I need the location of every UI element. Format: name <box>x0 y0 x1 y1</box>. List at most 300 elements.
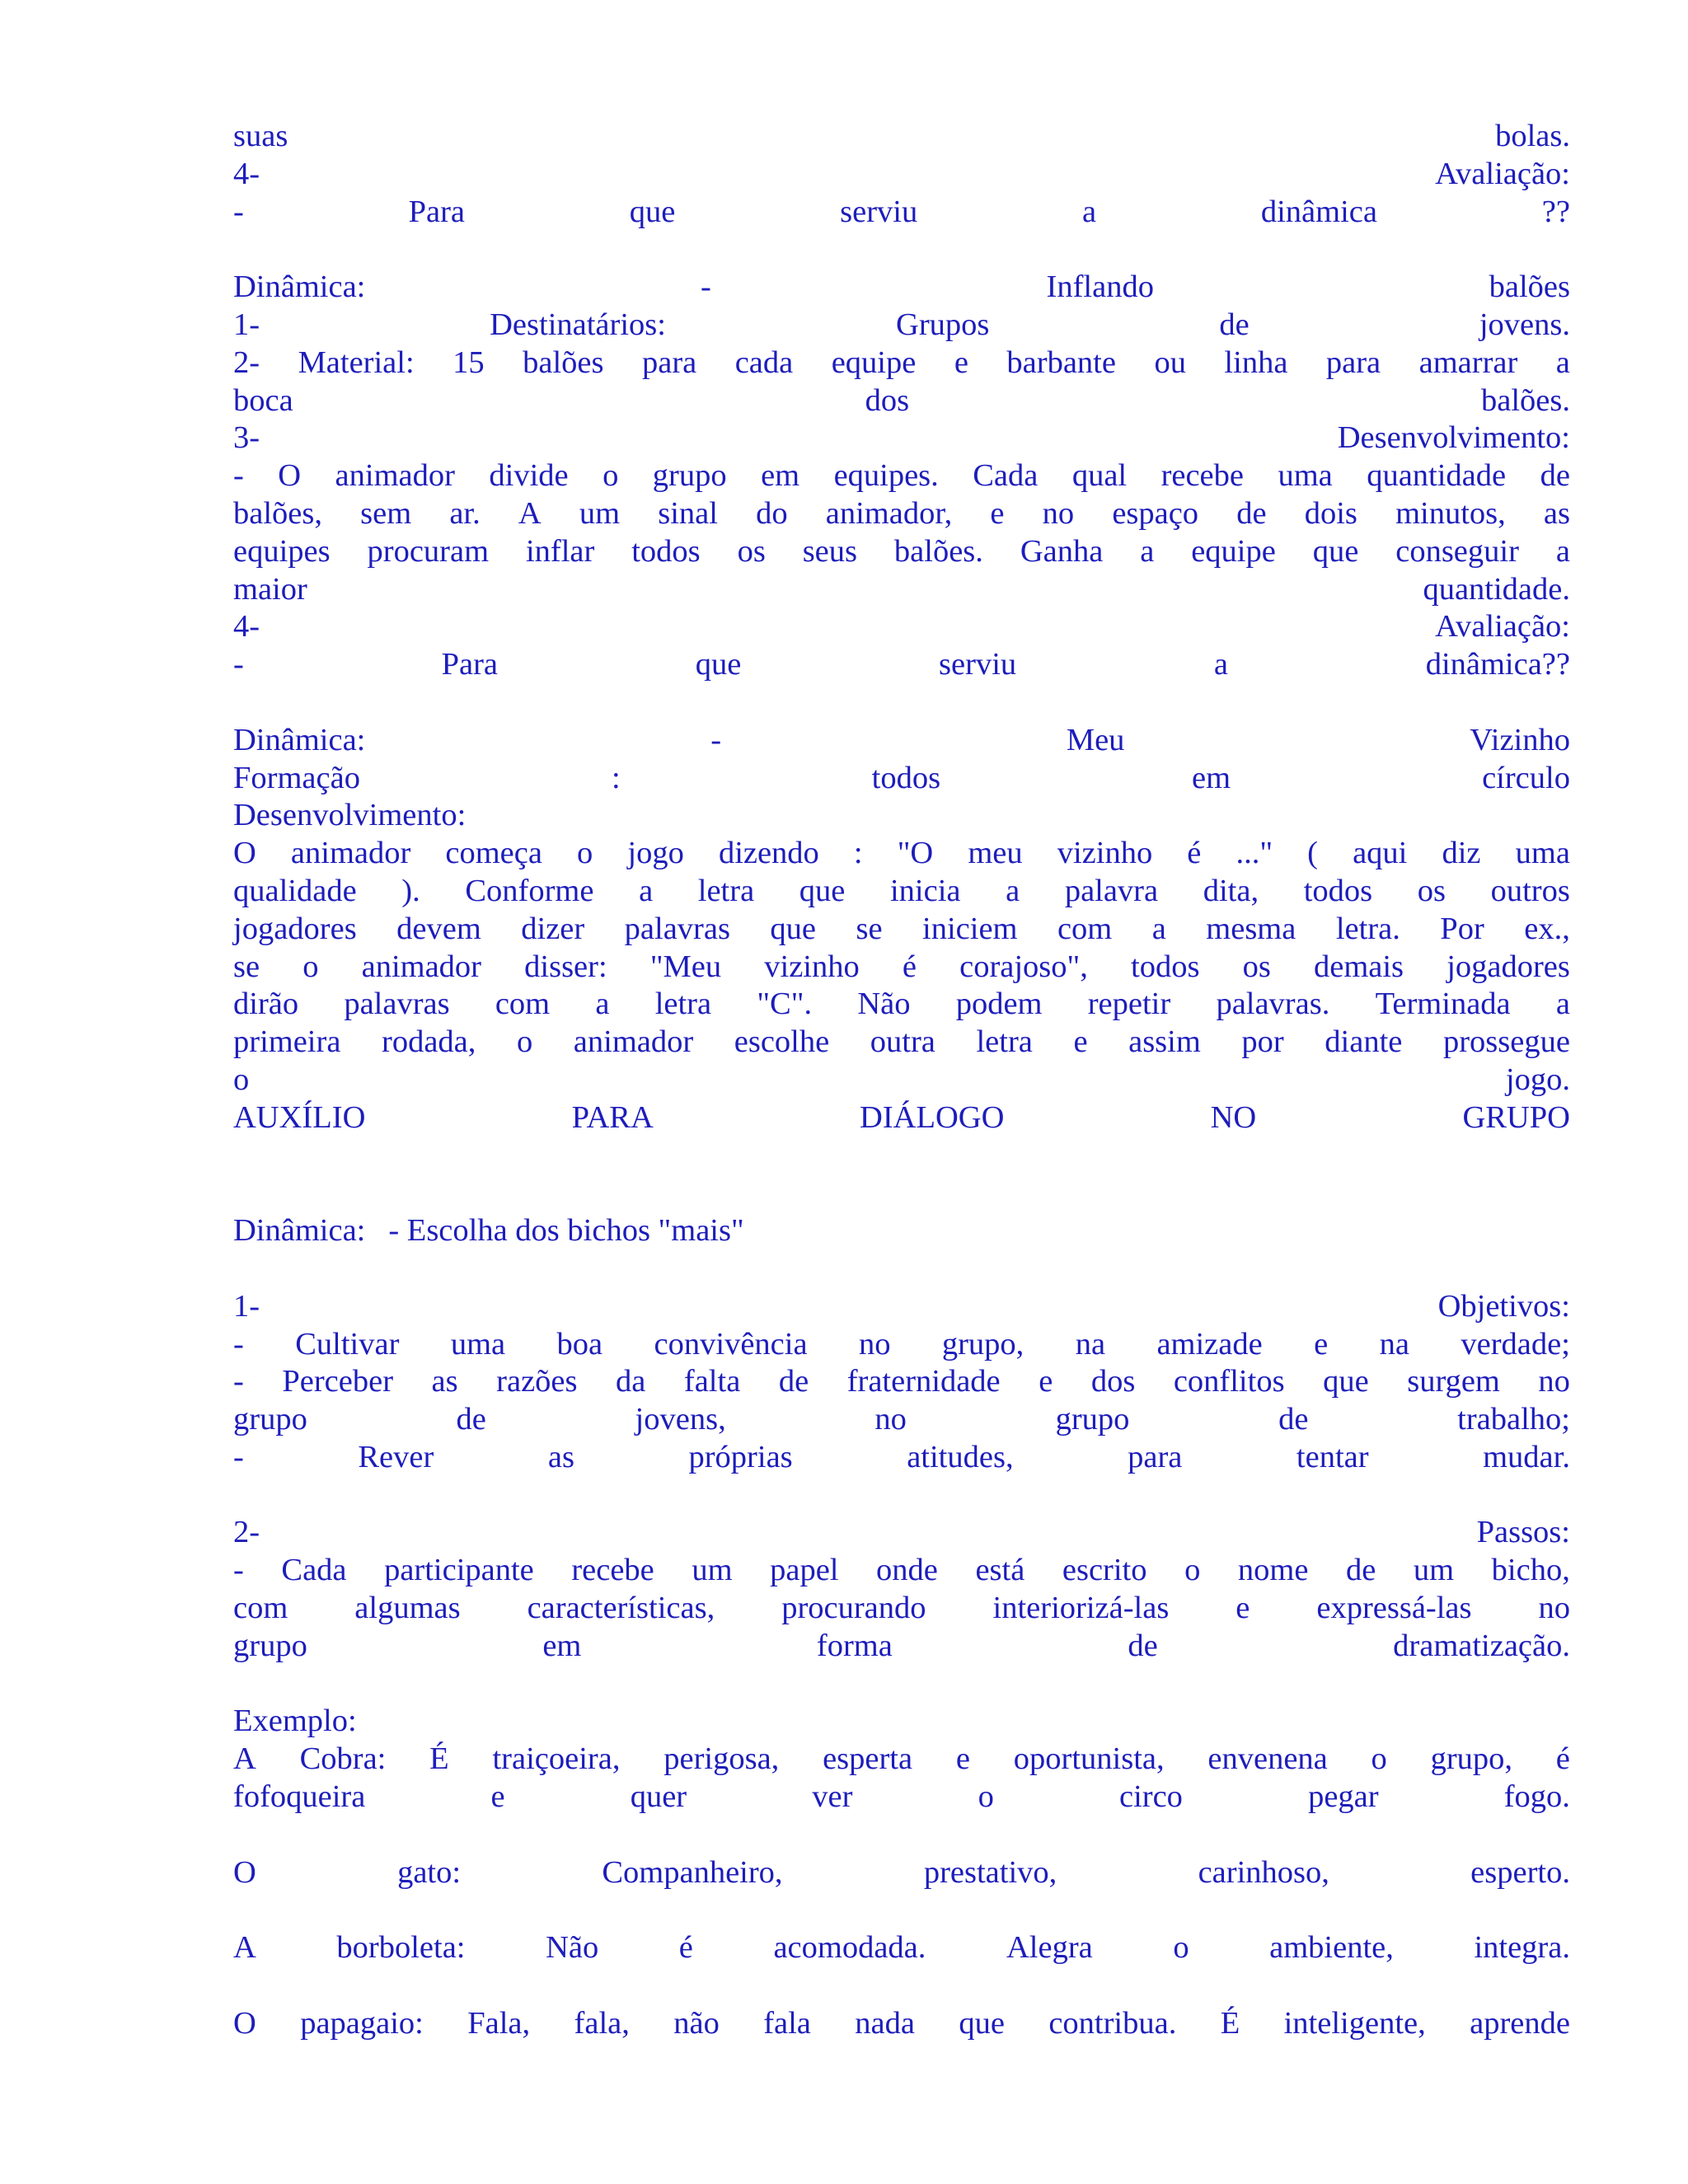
word: Para <box>441 647 498 682</box>
word: todos <box>871 760 941 795</box>
text-line <box>233 571 1570 609</box>
word: ex., <box>1524 911 1570 946</box>
word: papagaio: <box>300 2005 424 2041</box>
word: na <box>1379 1326 1409 1361</box>
word: repetir <box>1087 987 1171 1022</box>
word: dos <box>1090 1364 1136 1399</box>
word: trabalho; <box>1457 1402 1570 1437</box>
word: cada <box>734 344 794 380</box>
word: jovens. <box>1479 307 1570 342</box>
word: papel <box>770 1553 839 1588</box>
word: de <box>1278 1402 1309 1437</box>
blank-line <box>233 1250 1570 1288</box>
word: diz <box>1442 836 1481 871</box>
word: de <box>1128 1628 1158 1663</box>
word: - <box>710 722 722 757</box>
word: Dinâmica: <box>233 269 366 305</box>
word: 1- <box>233 307 260 342</box>
word: contribua. <box>1048 2005 1177 2041</box>
word: prossegue <box>1442 1024 1570 1060</box>
text-line <box>233 1024 1570 1062</box>
word: ?? <box>1541 194 1570 229</box>
word: o <box>233 1062 250 1097</box>
word: Cobra: <box>299 1741 387 1777</box>
word: e <box>1039 1364 1053 1399</box>
word: PARA <box>571 1099 654 1135</box>
word: equipes <box>233 533 331 569</box>
word: AUXÍLIO <box>233 1099 366 1135</box>
word: um <box>692 1553 733 1588</box>
text-line <box>233 1401 1570 1439</box>
word: Ganha <box>1020 533 1104 569</box>
text-line <box>233 1703 1570 1741</box>
word: qualidade <box>233 873 357 908</box>
word: que <box>695 647 742 682</box>
word: envenena <box>1207 1741 1328 1777</box>
word: no <box>1538 1591 1570 1626</box>
text-line <box>233 722 1570 760</box>
word: que <box>629 194 676 229</box>
word: fala, <box>574 2005 630 2041</box>
word: letra <box>976 1024 1033 1060</box>
word: amizade <box>1156 1326 1263 1361</box>
word: vizinho <box>764 949 860 984</box>
word: forma <box>816 1628 893 1663</box>
text-line <box>233 1099 1570 1137</box>
word: se <box>233 949 260 984</box>
word: grupo, <box>1430 1741 1513 1777</box>
word: : <box>853 836 863 871</box>
word: verdade; <box>1461 1326 1570 1361</box>
word: em <box>542 1628 582 1663</box>
text-line <box>233 269 1570 307</box>
blank-line <box>233 1137 1570 1175</box>
word: 4- <box>233 609 260 644</box>
word: maior <box>233 571 307 607</box>
word: amarrar <box>1418 344 1518 380</box>
word: 2- <box>233 344 260 380</box>
text-line <box>233 495 1570 533</box>
word: ou <box>1154 344 1186 380</box>
word: conflitos <box>1173 1364 1285 1399</box>
word: ambiente, <box>1269 1930 1394 1966</box>
word: Passos: <box>1476 1515 1570 1550</box>
word: "C". <box>757 987 813 1022</box>
blank-line <box>233 1174 1570 1212</box>
word: fraternidade <box>846 1364 1001 1399</box>
word: jogadores <box>1447 949 1570 984</box>
word: o <box>1173 1930 1189 1966</box>
blank-line <box>233 1666 1570 1704</box>
word: oportunista, <box>1013 1741 1165 1777</box>
word: a <box>1555 344 1570 380</box>
word: Fala, <box>467 2005 531 2041</box>
word: a <box>1140 533 1155 569</box>
text-line <box>233 2005 1570 2043</box>
word: iniciem <box>922 911 1018 946</box>
blank-line <box>233 1891 1570 1929</box>
word: - <box>233 1364 244 1399</box>
word: outra <box>870 1024 935 1060</box>
word: Cultivar <box>295 1326 400 1361</box>
word: o <box>1184 1553 1201 1588</box>
word: Cada <box>973 458 1039 494</box>
blank-line <box>233 1816 1570 1854</box>
word: que <box>959 2005 1005 2041</box>
word: dizer <box>521 911 585 946</box>
word: Não <box>857 987 911 1022</box>
text-line <box>233 457 1570 495</box>
word: que <box>770 911 816 946</box>
word: O <box>233 836 256 871</box>
text-line <box>233 194 1570 232</box>
text-line <box>233 760 1570 798</box>
word: animador <box>290 836 411 871</box>
word: bicho, <box>1491 1553 1570 1588</box>
word: fogo. <box>1503 1779 1570 1815</box>
word: letra <box>697 873 755 908</box>
word: 15 <box>452 344 485 380</box>
word: integra. <box>1474 1930 1570 1966</box>
word: Por <box>1440 911 1484 946</box>
word: - <box>233 194 244 229</box>
word: balões <box>1489 269 1570 305</box>
word: palavra <box>1064 873 1159 908</box>
word: Dinâmica: <box>233 722 366 757</box>
word: surgem <box>1407 1364 1500 1399</box>
word: os <box>737 533 766 569</box>
word: dizendo <box>718 836 819 871</box>
word: É <box>429 1741 449 1777</box>
word: não <box>673 2005 720 2041</box>
word: Formação <box>233 760 360 795</box>
word: para <box>1325 344 1381 380</box>
word: animador <box>335 458 455 494</box>
word: equipe <box>831 344 917 380</box>
word: na <box>1075 1326 1106 1361</box>
word: convivência <box>654 1326 808 1361</box>
word: O <box>233 2005 256 2041</box>
word: todos <box>1131 949 1200 984</box>
word: GRUPO <box>1462 1099 1570 1135</box>
text-line <box>233 646 1570 684</box>
word: Avaliação: <box>1435 609 1570 644</box>
text-line <box>233 419 1570 457</box>
word: balões <box>523 344 604 380</box>
text-line <box>233 1439 1570 1477</box>
word: aprende <box>1470 2005 1570 2041</box>
word: - <box>701 269 711 305</box>
word: a <box>639 873 654 908</box>
word: É <box>1220 2005 1240 2041</box>
word: palavras. <box>1216 987 1330 1022</box>
word: e <box>990 495 1005 531</box>
text-line <box>233 1062 1570 1099</box>
word: traiçoeira, <box>492 1741 621 1777</box>
text-line <box>233 382 1570 420</box>
word: recebe <box>571 1553 654 1588</box>
word: em <box>1192 760 1231 795</box>
word: e <box>490 1779 505 1815</box>
word: e <box>955 1741 970 1777</box>
word: escrito <box>1062 1553 1147 1588</box>
word: Rever <box>358 1439 434 1474</box>
word: e <box>954 344 968 380</box>
word: o <box>577 836 593 871</box>
word: diante <box>1325 1024 1403 1060</box>
word: palavras <box>624 911 730 946</box>
word: linha <box>1224 344 1288 380</box>
word: o <box>516 1024 533 1060</box>
word: uma <box>450 1326 506 1361</box>
word: Material: <box>298 344 415 380</box>
word: esperta <box>823 1741 913 1777</box>
word: próprias <box>688 1439 793 1474</box>
word: - <box>233 1553 244 1588</box>
word: A <box>233 1741 256 1777</box>
word: Para <box>408 194 466 229</box>
word: no <box>858 1326 891 1361</box>
word: com <box>233 1591 288 1626</box>
word: de <box>1540 458 1570 494</box>
word: pegar <box>1308 1779 1379 1815</box>
word: a <box>1555 987 1570 1022</box>
word: Terminada <box>1375 987 1511 1022</box>
word: um <box>579 495 621 531</box>
word: inflar <box>525 533 595 569</box>
word: ). <box>401 873 420 908</box>
word: dramatização. <box>1393 1628 1570 1663</box>
word: o <box>978 1779 994 1815</box>
word: em <box>761 458 800 494</box>
text-line <box>233 344 1570 382</box>
word: dinâmica?? <box>1425 647 1570 682</box>
text-line <box>233 1590 1570 1628</box>
word: gato: <box>397 1854 462 1890</box>
word: as <box>431 1364 458 1399</box>
word: Companheiro, <box>602 1854 783 1890</box>
word: - <box>233 1326 244 1361</box>
word: Cada <box>281 1553 347 1588</box>
word: disser: <box>524 949 607 984</box>
word: de <box>456 1402 486 1437</box>
word: o <box>603 458 619 494</box>
text-line <box>233 1552 1570 1590</box>
word: com <box>495 987 551 1022</box>
word: borboleta: <box>336 1930 466 1966</box>
word: O <box>233 1854 256 1890</box>
word: - <box>233 458 244 494</box>
word: Avaliação: <box>1435 156 1570 191</box>
blank-line <box>233 1967 1570 2005</box>
word: Objetivos: <box>1437 1288 1570 1324</box>
word: quantidade <box>1367 458 1507 494</box>
word: perigosa, <box>663 1741 780 1777</box>
word: a <box>1213 647 1228 682</box>
word: inicia <box>889 873 961 908</box>
word: - Escolha dos bichos "mais" <box>388 1213 744 1249</box>
text-line <box>233 118 1570 156</box>
word: prestativo, <box>923 1854 1057 1890</box>
word: que <box>1323 1364 1369 1399</box>
word: as <box>1543 495 1570 531</box>
text-line <box>233 1212 1570 1250</box>
word: está <box>975 1553 1025 1588</box>
word: espaço <box>1112 495 1199 531</box>
text-line <box>233 797 1570 835</box>
blank-line <box>233 684 1570 722</box>
word: por <box>1241 1024 1284 1060</box>
word: algumas <box>354 1591 461 1626</box>
word: aqui <box>1353 836 1408 871</box>
word: dos <box>865 382 910 418</box>
word: que <box>799 873 846 908</box>
word: ( <box>1307 836 1318 871</box>
word: jogadores <box>233 911 357 946</box>
word: mesma <box>1206 911 1296 946</box>
word: meu <box>968 836 1023 871</box>
word: suas <box>233 119 288 153</box>
word: no <box>1042 495 1075 531</box>
text-line <box>233 608 1570 646</box>
word: Dinâmica: <box>233 1213 366 1249</box>
word: quer <box>630 1779 687 1815</box>
word: a <box>1151 911 1166 946</box>
word: grupo <box>1055 1402 1130 1437</box>
word: de <box>1219 307 1250 342</box>
document-page <box>233 118 1570 2043</box>
word: grupo, <box>941 1326 1025 1361</box>
word: esperto. <box>1470 1854 1570 1890</box>
word: é <box>902 949 917 984</box>
word: e <box>1073 1024 1088 1060</box>
word: balões. <box>893 533 983 569</box>
word: balões. <box>1481 382 1570 418</box>
word: a <box>595 987 610 1022</box>
word: a <box>1006 873 1020 908</box>
word: Exemplo: <box>233 1704 357 1739</box>
text-line <box>233 873 1570 911</box>
text-line <box>233 1779 1570 1816</box>
word: é <box>1555 1741 1570 1777</box>
word: 4- <box>233 156 260 191</box>
word: procuram <box>367 533 490 569</box>
word: ..." <box>1236 836 1273 871</box>
text-line <box>233 1628 1570 1666</box>
word: ver <box>812 1779 853 1815</box>
word: interiorizá-las <box>992 1591 1170 1626</box>
word: dois <box>1304 495 1357 531</box>
word: qual <box>1071 458 1128 494</box>
word: DIÁLOGO <box>860 1099 1005 1135</box>
word: Inflando <box>1046 269 1154 305</box>
word: 2- <box>233 1515 260 1550</box>
word: serviu <box>840 194 918 229</box>
word: as <box>547 1439 574 1474</box>
word: Alegra <box>1006 1930 1093 1966</box>
word: a <box>1555 533 1570 569</box>
text-line <box>233 1929 1570 1967</box>
word: recebe <box>1160 458 1244 494</box>
word: inteligente, <box>1283 2005 1426 2041</box>
word: : <box>611 760 621 795</box>
word: letra. <box>1335 911 1400 946</box>
word: barbante <box>1006 344 1116 380</box>
word: Desenvolvimento: <box>1337 420 1570 456</box>
word: palavras <box>344 987 450 1022</box>
word: no <box>1538 1364 1570 1399</box>
word: letra <box>654 987 712 1022</box>
word: se <box>856 911 883 946</box>
word: do <box>756 495 788 531</box>
word: nada <box>855 2005 915 2041</box>
word: o <box>302 949 319 984</box>
word: escolhe <box>734 1024 830 1060</box>
word: no <box>874 1402 907 1437</box>
text-line <box>233 307 1570 344</box>
word: animador <box>573 1024 694 1060</box>
text-line <box>233 1514 1570 1552</box>
word: fala <box>763 2005 811 2041</box>
word-gap <box>365 1212 388 1250</box>
word: minutos, <box>1395 495 1506 531</box>
word: outros <box>1490 873 1570 908</box>
text-line <box>233 1854 1570 1892</box>
word: falta <box>683 1364 741 1399</box>
text-line <box>233 986 1570 1024</box>
word: dirão <box>233 987 299 1022</box>
text-line <box>233 533 1570 571</box>
word: dinâmica <box>1260 194 1377 229</box>
word: Meu <box>1066 722 1125 757</box>
word: dita, <box>1203 873 1259 908</box>
word: primeira <box>233 1024 341 1060</box>
word: Desenvolvimento: <box>233 798 467 833</box>
word: 1- <box>233 1288 260 1324</box>
word: equipe <box>1191 533 1276 569</box>
word: equipes. <box>833 458 939 494</box>
word: podem <box>955 987 1043 1022</box>
word: a <box>1082 194 1097 229</box>
word: conseguir <box>1395 533 1519 569</box>
word: mudar. <box>1483 1439 1570 1474</box>
text-line <box>233 835 1570 873</box>
word: rodada, <box>382 1024 476 1060</box>
word: começa <box>445 836 542 871</box>
word: que <box>1312 533 1359 569</box>
word: carinhoso, <box>1198 1854 1329 1890</box>
word: 3- <box>233 420 260 456</box>
word: todos <box>1303 873 1373 908</box>
word: razões <box>496 1364 578 1399</box>
word: vizinho <box>1057 836 1153 871</box>
word: "O <box>897 836 934 871</box>
word: Destinatários: <box>490 307 666 342</box>
word: círculo <box>1482 760 1570 795</box>
word: NO <box>1210 1099 1257 1135</box>
word: jogo <box>627 836 684 871</box>
word: O <box>278 458 302 494</box>
word: onde <box>876 1553 938 1588</box>
blank-line <box>233 1477 1570 1515</box>
word: com <box>1057 911 1113 946</box>
word: boa <box>556 1326 603 1361</box>
blank-line <box>233 231 1570 269</box>
word: grupo <box>652 458 727 494</box>
word: circo <box>1118 1779 1183 1815</box>
word: é <box>1187 836 1202 871</box>
word: animador <box>361 949 481 984</box>
